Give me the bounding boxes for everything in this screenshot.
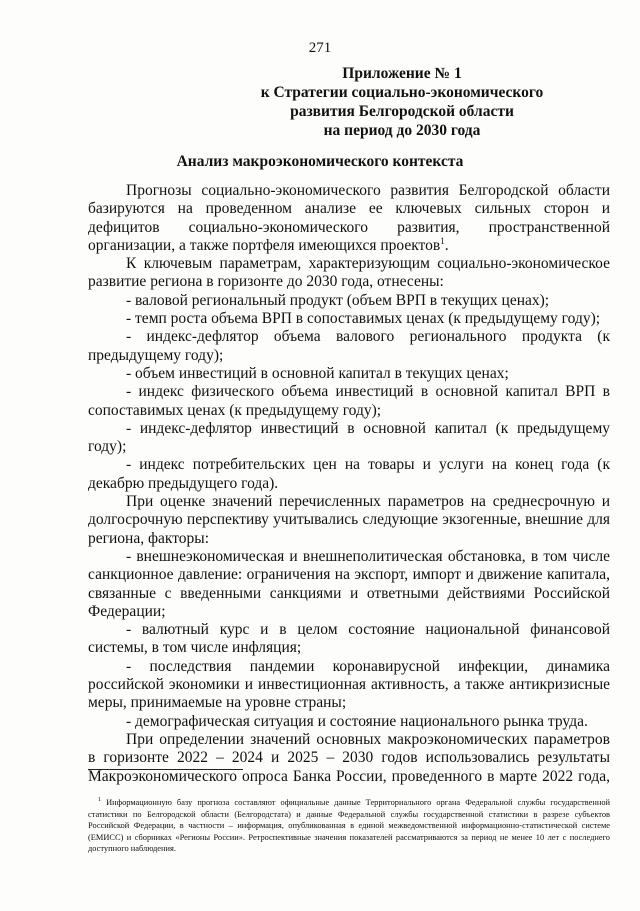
list-item-grp-growth: - темп роста объема ВРП в сопоставимых ценах (к предыдущему году);	[126, 310, 601, 328]
appendix-line-3: развития Белгородской области	[290, 103, 514, 120]
list-item-investment-deflator: - индекс-дефлятор инвестиций в основной капитал (к предыдущему году);	[88, 419, 610, 456]
paragraph-intro	[88, 182, 610, 255]
list-item-currency: - валютный курс и в целом состояние национальной финансовой системы, в том числе инфляция;	[88, 621, 610, 657]
paragraph-survey: При определении значений основных макроэкономических параметров в горизонте 2022 – 2024 и 2025 – 2030 годов использовались результаты Макроэкономического опроса Банка России, проведенного в марте 2022 года,	[88, 730, 610, 785]
list-item-demography: - демографическая ситуация и состояние национального рынка труда.	[126, 712, 588, 730]
body-text	[88, 182, 610, 786]
list-item-investment: - объем инвестиций в основной капитал в текущих ценах;	[126, 364, 509, 382]
paragraph-key-parameters: К ключевым параметрам, характеризующим социально-экономическое развитие региона в горизонте до 2030 года, отнесены:	[88, 255, 610, 291]
list-item-grp-deflator: - индекс-дефлятор объема валового регионального продукта (к предыдущему году);	[88, 328, 610, 364]
paragraph-factors: При оценке значений перечисленных параметров на среднесрочную и долгосрочную перспективу учитывались следующие экзогенные, внешние для региона, факторы:	[88, 493, 610, 547]
list-item-foreign-policy: - внешнеэкономическая и внешнеполитическая обстановка, в том числе санкционное давление: ограничения на экспорт, импорт и движение капитала, связанные с введенными санкциями и ответными действиями Российской Федерации;	[88, 547, 610, 620]
paragraph-intro-text: Прогнозы социально-экономического развития Белгородской области базируются на проведенном анализе ее ключевых сильных сторон и дефицитов социально-экономического развития, пространственной организации, а также портфеля имеющихся проектов	[88, 182, 610, 254]
footnote-text: Информационную базу прогноза составляют официальные данные Территориального органа Федеральной службы государственной статистики по Белгородской области (Белгородстата) и данные Федеральной службы государственной статистики в разрезе субъектов Российской Федерации, в частности – информация, опубликованная в единой межведомственной информационно-статистической системе (ЕМИСС) и сборниках «Регионы России». Ретроспективные значения показателей рассматриваются за период не менее 10 лет с последнего доступного наблюдения.	[88, 798, 610, 853]
appendix-heading	[252, 64, 552, 140]
appendix-line-4: на период до 2030 года	[323, 122, 481, 139]
paragraph-intro-end: .	[444, 236, 449, 254]
appendix-line-1: Приложение № 1	[342, 65, 462, 82]
list-item-cpi: - индекс потребительских цен на товары и услуги на конец года (к декабрю предыдущего года).	[88, 456, 610, 492]
footnote-reference[interactable]: 1	[440, 235, 445, 246]
appendix-line-2: к Стратегии социально-экономического	[260, 84, 544, 101]
footnote-marker: 1	[98, 797, 101, 804]
section-title: Анализ макроэкономического контекста	[176, 153, 464, 170]
list-item-pandemic: - последствия пандемии коронавирусной инфекции, динамика российской экономики и инвестиционная активность, а также антикризисные меры, принимаемые на уровне страны;	[88, 657, 610, 712]
list-item-grp: - валовой региональный продукт (объем ВРП в текущих ценах);	[126, 291, 550, 309]
list-item-investment-index: - индекс физического объема инвестиций в основной капитал ВРП в сопоставимых ценах (к предыдущему году);	[88, 383, 610, 419]
footnote-divider	[88, 769, 243, 770]
footnote	[88, 797, 610, 855]
page-number: 271	[308, 40, 332, 56]
